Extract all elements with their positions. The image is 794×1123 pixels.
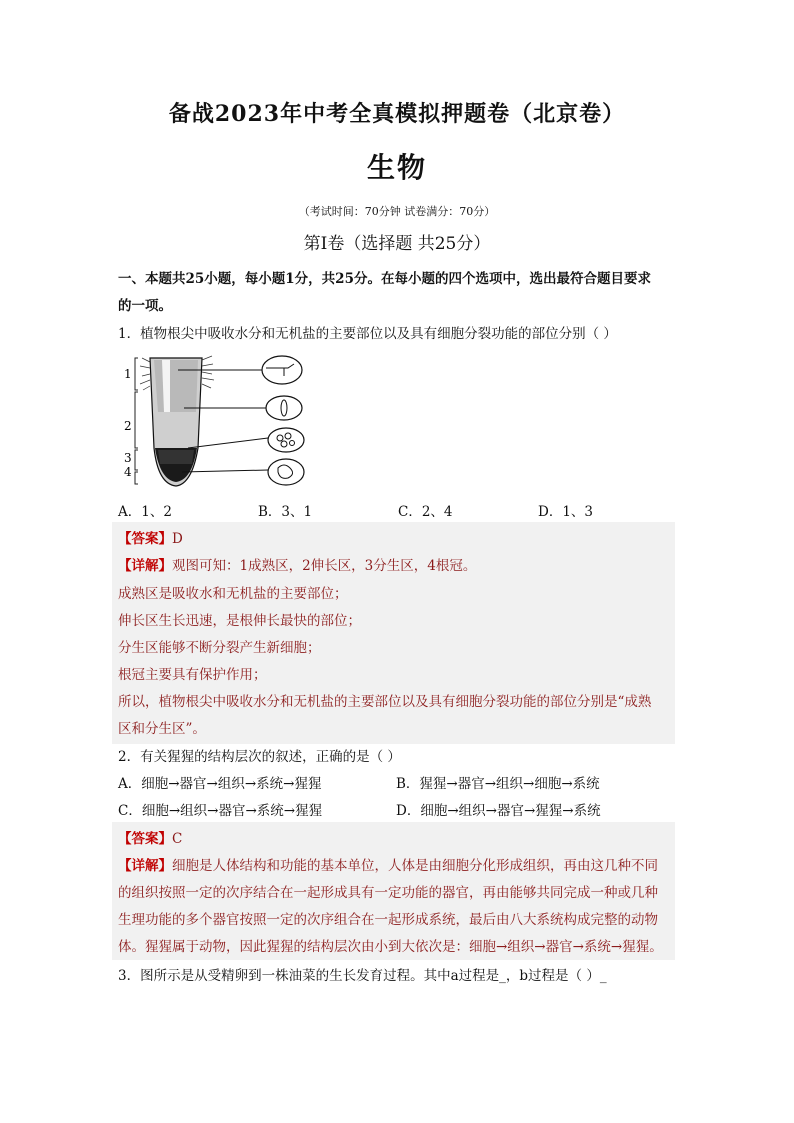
q2-detail-label: 【详解】 (118, 858, 172, 874)
instructions-line-2: 的一项。 (118, 298, 172, 314)
instructions-line-1: 一、本题共25小题，每小题1分，共25分。在每小题的四个选项中，选出最符合题目要求 (118, 271, 651, 287)
q2-option-c: C．细胞→组织→器官→系统→猩猩 (118, 803, 323, 819)
figure-label-1: 1 (124, 367, 132, 381)
q2-detail-line-4: 体。猩猩属于动物，因此猩猩的结构层次由小到大依次是：细胞→组织→器官→系统→猩猩。 (118, 939, 663, 955)
q1-detail-line-5: 根冠主要具有保护作用； (118, 667, 267, 683)
q2-detail-line-1: 【详解】细胞是人体结构和功能的基本单位，人体是由细胞分化形成组织，再由这几种不同 (118, 858, 658, 874)
subject-title: 生物 (366, 151, 427, 184)
q2-answer-value: C (172, 831, 183, 847)
q1-answer (118, 527, 183, 547)
q1-detail-label: 【详解】 (118, 558, 172, 574)
figure-label-2: 2 (124, 419, 132, 433)
q2-option-a: A．细胞→器官→组织→系统→猩猩 (118, 776, 322, 792)
q3-stem: 3．图所示是从受精卵到一株油菜的生长发育过程。其中a过程是_，b过程是（ ）_ (118, 968, 607, 984)
q1-answer-label: 【答案】 (118, 531, 172, 547)
q1-answer-value: D (172, 531, 183, 547)
figure-label-4: 4 (124, 465, 132, 479)
exam-time-info: （考试时间：70分钟 试卷满分：70分） (298, 205, 496, 218)
q2-option-d: D．细胞→组织→器官→猩猩→系统 (396, 803, 601, 819)
q1-option-c: C．2、4 (398, 504, 453, 520)
q1-detail-line-2: 成熟区是吸收水和无机盐的主要部位； (118, 586, 348, 602)
q1-detail-line-3: 伸长区生长迅速，是根伸长最快的部位； (118, 613, 361, 629)
q1-detail-line-7: 区和分生区”。 (118, 721, 206, 737)
q2-stem: 2．有关猩猩的结构层次的叙述，正确的是（ ） (118, 749, 401, 765)
q1-option-a: A．1、2 (118, 504, 172, 520)
q1-stem: 1．植物根尖中吸收水分和无机盐的主要部位以及具有细胞分裂功能的部位分别（ ） (118, 326, 617, 342)
exam-title: 备战2023年中考全真模拟押题卷（北京卷） (168, 101, 626, 127)
figure-label-3: 3 (124, 451, 132, 465)
q2-answer (118, 827, 182, 847)
q1-detail-line-4: 分生区能够不断分裂产生新细胞； (118, 640, 321, 656)
root-tip-figure (118, 352, 328, 490)
q2-answer-label: 【答案】 (118, 831, 172, 847)
q1-detail-line-6: 所以，植物根尖中吸收水分和无机盐的主要部位以及具有细胞分裂功能的部位分别是“成熟 (118, 694, 652, 710)
q1-option-d: D．1、3 (538, 504, 594, 520)
q2-detail-line-2: 的组织按照一定的次序结合在一起形成具有一定功能的器官，再由能够共同完成一种或几种 (118, 885, 658, 901)
q1-detail-line-1: 【详解】观图可知：1成熟区，2伸长区，3分生区，4根冠。 (118, 558, 477, 574)
q2-detail-line-3: 生理功能的多个器官按照一定的次序组合在一起形成系统，最后由八大系统构成完整的动物 (118, 912, 658, 928)
section-heading: 第Ⅰ卷（选择题 共25分） (303, 234, 491, 254)
q2-option-b: B．猩猩→器官→组织→细胞→系统 (396, 776, 600, 792)
q1-option-b: B．3、1 (258, 504, 313, 520)
